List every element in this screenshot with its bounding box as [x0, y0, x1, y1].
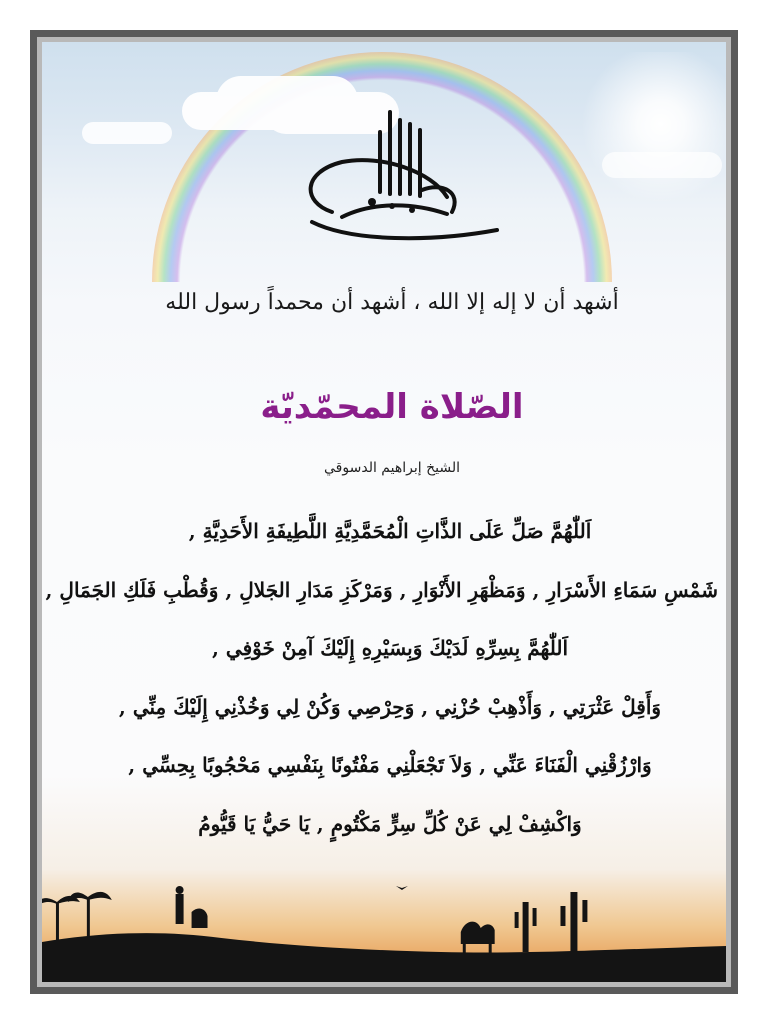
prayer-line: شَمْسِ سَمَاءِ الأَسْرَارِ , وَمَظْهَرِ الأَنْوَارِ , وَمَرْكَزِ مَدَارِ الجَلالِ , وَقُطْبِ فَلَكِ الجَمَالِ , — [45, 577, 718, 602]
cactus-icon — [515, 892, 588, 952]
cloud — [602, 152, 722, 178]
prayer-line: وَأَقِلْ عَثْرَتِي , وَأَذْهِبْ حُزْنِي , وَحِرْصِي وَكُنْ لِي وَخُذْنِي إِلَيْكَ مِنِّي , — [118, 694, 662, 719]
basmala-calligraphy-icon — [272, 102, 512, 252]
prayer-card — [42, 42, 726, 982]
shahada-calligraphy: أشهد أن لا إله إلا الله ، أشهد أن محمداً رسول الله — [165, 290, 619, 315]
basmala-calligraphy — [272, 102, 512, 252]
camel-icon — [461, 922, 495, 954]
prayer-text — [45, 502, 718, 853]
prayer-line: اَللّٰهُمَّ بِسِرِّهِ لَدَيْكَ وَبِسَيْرِهِ إِلَيْكَ آمِنْ خَوْفِي , — [211, 636, 568, 660]
page-title: الصّلاة المحمّديّة — [260, 387, 524, 427]
frame-border — [37, 37, 731, 987]
bird-icon — [396, 886, 408, 890]
cloud — [82, 122, 172, 144]
prayer-line: وَارْزُقْنِي الْفَنَاءَ عَنِّي , وَلاَ تَجْعَلْنِي مَفْتُونًا بِنَفْسِي مَحْجُوبًا بِحِسِّي , — [128, 753, 652, 777]
desert-silhouette — [42, 872, 726, 982]
traveler-icon — [176, 886, 208, 928]
page-frame — [30, 30, 738, 994]
prayer-line: اَللّٰهُمَّ صَلِّ عَلَى الذَّاتِ الْمُحَمَّدِيَّةِ اللَّطِيفَةِ الأَحَدِيَّةِ , — [188, 519, 592, 543]
prayer-line: وَاكْشِفْ لِي عَنْ كُلِّ سِرٍّ مَكْتُومٍ , يَا حَيُّ يَا قَيُّومُ — [198, 811, 582, 836]
author-name: الشيخ إبراهيم الدسوقي — [324, 460, 460, 476]
